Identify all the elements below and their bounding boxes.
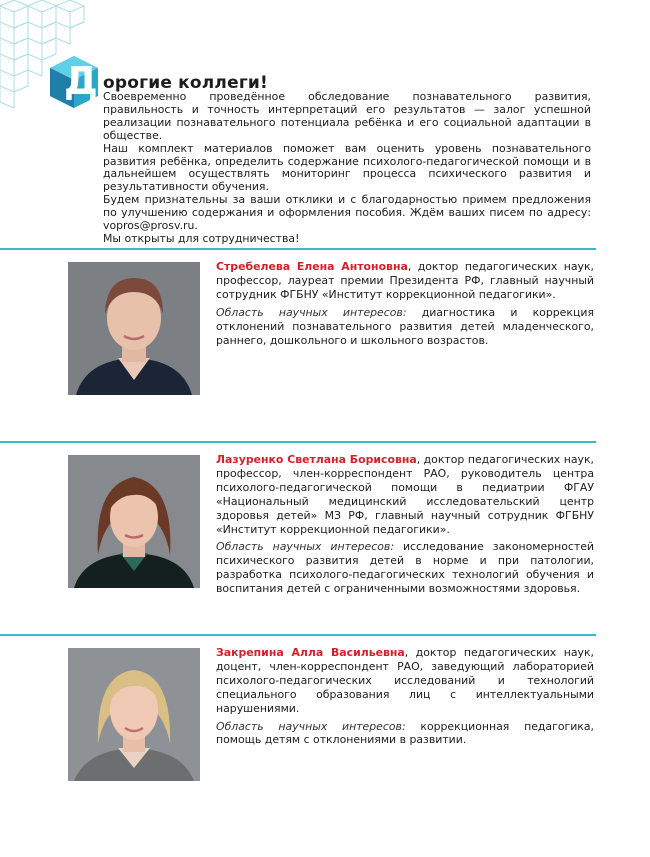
portrait-image xyxy=(68,262,200,395)
research-area-label: Область научных интересов: xyxy=(216,719,406,733)
author-title: , доктор педагогических наук, доцент, член-корреспондент РАО, заведующий лабораторией психолого-педагогических исследований и технологий специального образования лиц с интеллектуальными нарушениями. xyxy=(216,646,594,715)
author-photo xyxy=(68,648,200,781)
author-bio xyxy=(216,646,594,751)
intro-paragraph: Мы открыты для сотрудничества! xyxy=(103,231,300,245)
section-divider xyxy=(0,248,596,250)
portrait-image xyxy=(68,455,200,588)
research-area-text: исследование закономерностей психического развития детей в норме и при патологии, разработка психолого-педагогических технологий обучения и воспитания детей с ограниченными возможностями здоровья. xyxy=(216,540,594,596)
author-title: , доктор педагогических наук, профессор, член-корреспондент РАО, руководитель центра психолого-педагогической помощи в педиатрии ФГАУ «Национальный медицинский исследовательский центр здоровья детей» МЗ РФ, главный научный сотрудник ФГБНУ «Институт коррекционной педагогики». xyxy=(216,453,595,536)
research-area-label: Область научных интересов: xyxy=(216,305,407,319)
research-area-text: коррекционная педагогика, помощь детям с отклонениями в развитии. xyxy=(216,719,594,747)
page-title: орогие коллеги! xyxy=(103,73,268,93)
author-title: , доктор педагогических наук, профессор, лауреат премии Президента РФ, главный научный сотрудник ФГБНУ «Институт коррекционной педагогики». xyxy=(216,260,595,301)
intro-text xyxy=(103,91,591,246)
section-divider xyxy=(0,441,596,443)
research-area-text: диагностика и коррекция отклонений познавательного развития детей младенческого, раннего, дошкольного и школьного возрастов. xyxy=(216,305,594,347)
portrait-image xyxy=(68,648,200,781)
intro-paragraph: Своевременно проведённое обследование познавательного развития, правильность и точность интерпретаций его результатов — залог успешной реализации познавательного потенциала ребёнка и его социальной адаптации в обществе. xyxy=(103,90,591,142)
author-photo xyxy=(68,262,200,395)
intro-paragraph: Будем признательны за ваши отклики и с благодарностью примем предложения по улучшению содержания и оформления пособия. Ждём ваших писем по адресу: vopros@prosv.ru. xyxy=(103,193,591,233)
author-photo xyxy=(68,455,200,588)
author-name: Лазуренко Светлана Борисовна xyxy=(216,453,417,466)
author-name: Закрепина Алла Васильевна xyxy=(216,646,405,659)
heading-initial: Д xyxy=(64,59,98,103)
author-bio xyxy=(216,260,594,351)
research-area-label: Область научных интересов: xyxy=(216,540,394,554)
author-bio xyxy=(216,453,594,600)
section-divider xyxy=(0,634,596,636)
author-name: Стребелева Елена Антоновна xyxy=(216,260,408,273)
intro-paragraph: Наш комплект материалов поможет вам оценить уровень познавательного развития ребёнка, определить содержание психолого-педагогической помощи и в дальнейшем осуществлять мониторинг процесса психического развития и результативности обучения. xyxy=(103,141,591,194)
